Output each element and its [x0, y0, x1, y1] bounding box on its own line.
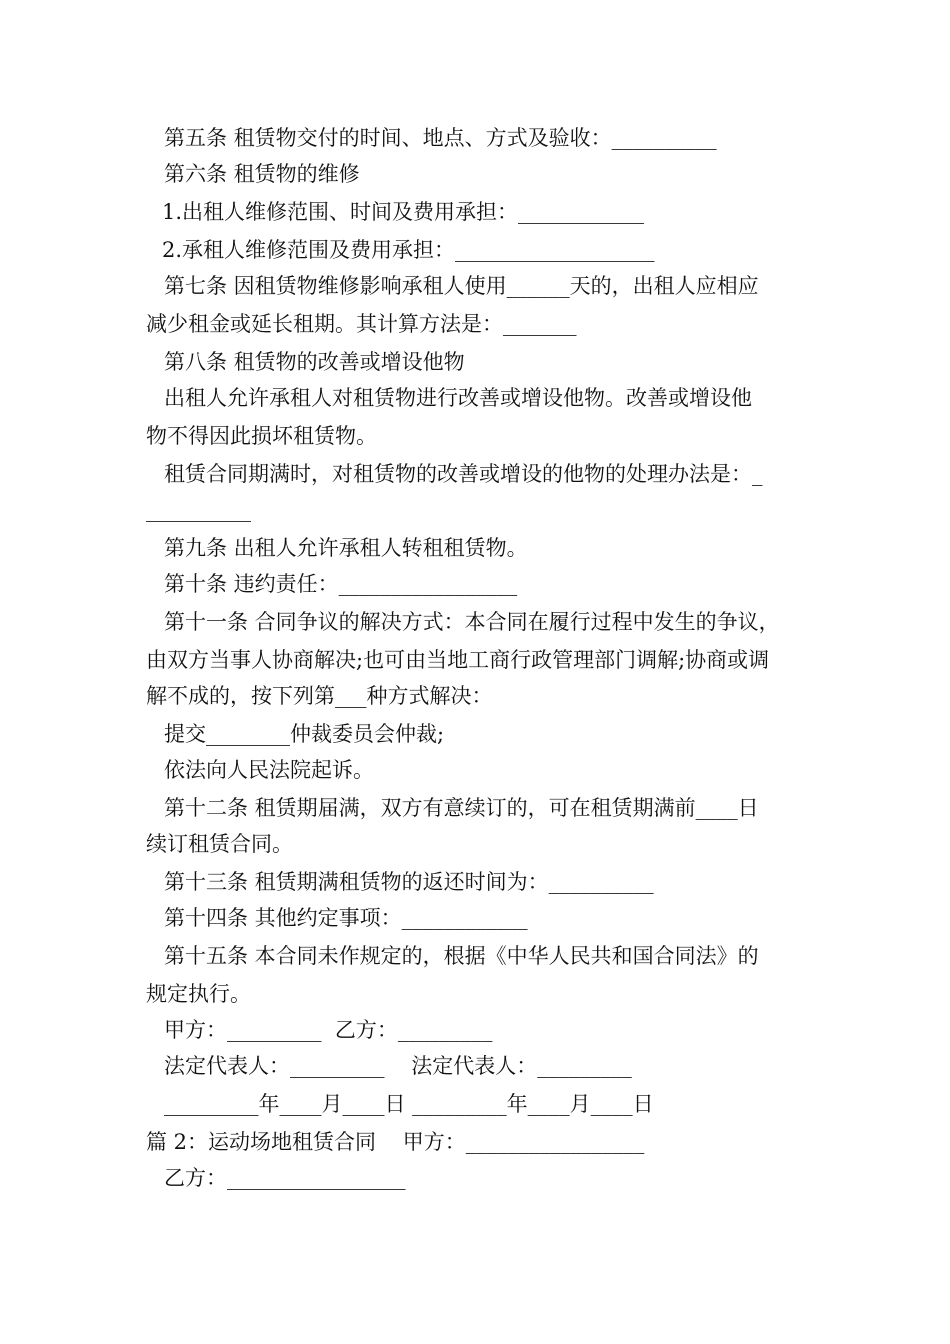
clause-11-line-2: 由双方当事人协商解决;也可由当地工商行政管理部门调解;协商或调	[146, 648, 770, 672]
party-signatures: 甲方：_________ 乙方：_________	[164, 1018, 493, 1042]
clause-12-line-2: 续订租赁合同。	[146, 832, 293, 856]
legal-representatives: 法定代表人：_________ 法定代表人：_________	[164, 1054, 632, 1078]
clause-7-line-1: 第七条 因租赁物维修影响承租人使用______天的，出租人应相应	[164, 274, 759, 298]
section-2-heading: 篇 2：运动场地租赁合同 甲方：_________________	[146, 1130, 645, 1154]
clause-6-heading: 第六条 租赁物的维修	[164, 162, 360, 186]
clause-8-para-1-line-2: 物不得因此损坏租赁物。	[146, 424, 377, 448]
clause-8-heading: 第八条 租赁物的改善或增设他物	[164, 350, 465, 374]
clause-11-line-3: 解不成的，按下列第___种方式解决：	[146, 684, 493, 708]
clause-11-option-2: 依法向人民法院起诉。	[164, 758, 374, 782]
signature-dates: _________年____月____日 _________年____月____日	[164, 1092, 654, 1116]
clause-12-line-1: 第十二条 租赁期届满，双方有意续订的，可在租赁期满前____日	[164, 796, 759, 820]
clause-11-option-1: 提交________仲裁委员会仲裁;	[164, 722, 445, 746]
clause-9: 第九条 出租人允许承租人转租租赁物。	[164, 536, 528, 560]
clause-8-para-2-line-2: __________	[146, 498, 251, 522]
clause-15-line-1: 第十五条 本合同未作规定的，根据《中华人民共和国合同法》的	[164, 944, 759, 968]
clause-10: 第十条 违约责任：_________________	[164, 572, 518, 596]
section-2-party-b: 乙方：_________________	[164, 1166, 406, 1190]
clause-8-para-1-line-1: 出租人允许承租人对租赁物进行改善或增设他物。改善或增设他	[164, 386, 752, 410]
clause-14: 第十四条 其他约定事项：____________	[164, 906, 528, 930]
clause-15-line-2: 规定执行。	[146, 982, 251, 1006]
clause-8-para-2-line-1: 租赁合同期满时，对租赁物的改善或增设的他物的处理办法是：_	[164, 462, 763, 486]
clause-13: 第十三条 租赁期满租赁物的返还时间为：__________	[164, 870, 654, 894]
clause-7-line-2: 减少租金或延长租期。其计算方法是：_______	[146, 312, 577, 336]
clause-6-item-2: 2.承租人维修范围及费用承担：___________________	[162, 238, 655, 262]
clause-6-item-1: 1.出租人维修范围、时间及费用承担：____________	[162, 200, 645, 224]
clause-5: 第五条 租赁物交付的时间、地点、方式及验收：__________	[164, 126, 717, 150]
clause-11-line-1: 第十一条 合同争议的解决方式：本合同在履行过程中发生的争议，	[164, 610, 780, 634]
